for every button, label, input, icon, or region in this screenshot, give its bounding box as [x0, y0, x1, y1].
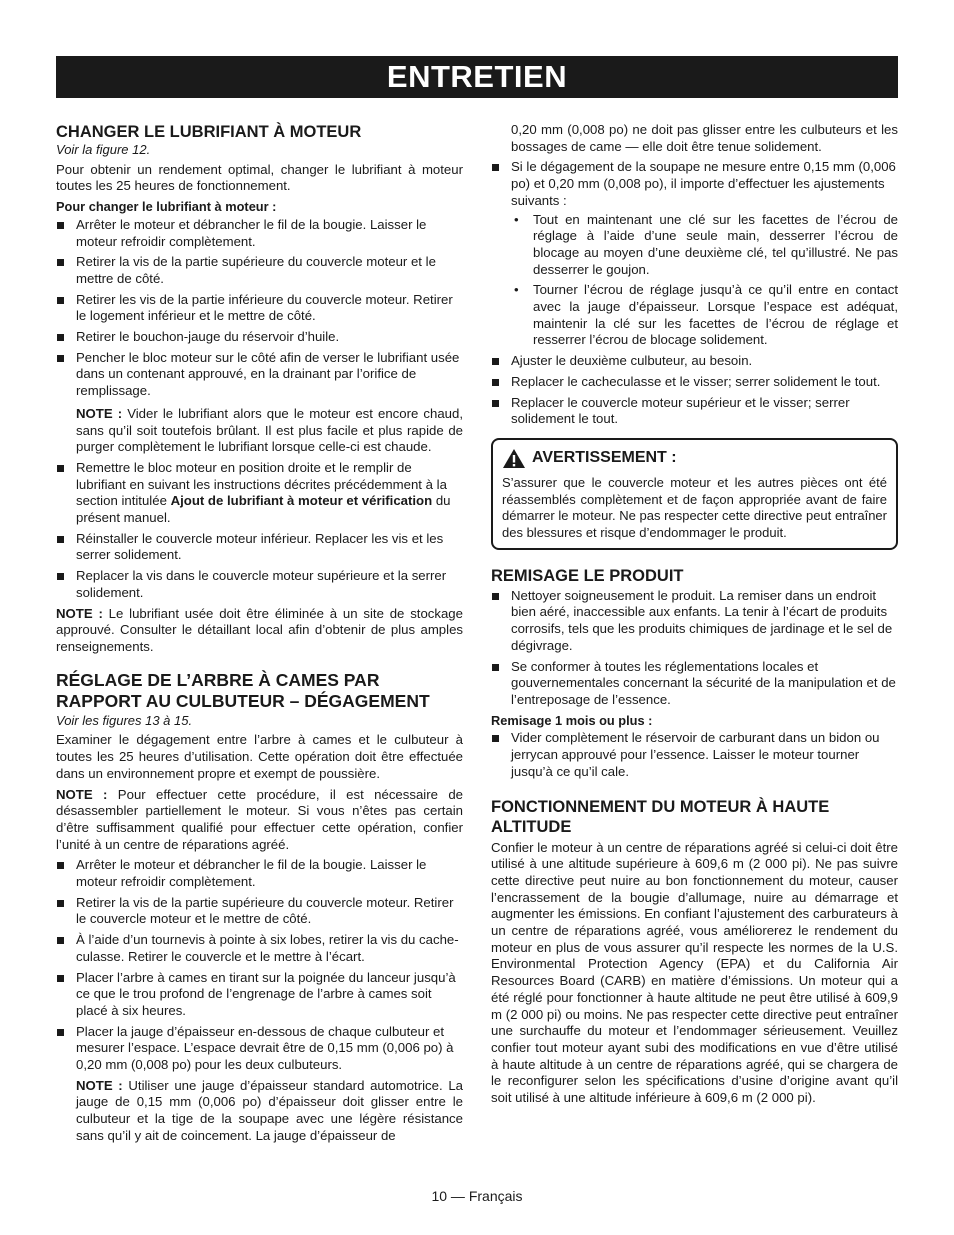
note-label: NOTE :	[76, 405, 123, 421]
figure-reference: Voir la figure 12.	[56, 142, 151, 157]
figure-reference: Voir les figures 13 à 15.	[56, 712, 193, 728]
note-text: Pour effectuer cette procédure, il est nécessaire de désassembler partiellement le moteur. Si vous n’êtes pas certain d’être suffisamment qualifié pour effectuer cette opération, confier l’unité à un centre de réparations agréé.	[56, 786, 463, 852]
sub-list-item: • Tout en maintenant une clé sur les facettes de l’écrou de réglage à l’aide d’une seule main, desserrer l’écrou de blocage au moyen d’une deuxième clé, tel qu’illustré. Ne pas desserrer le goujon.	[511, 212, 898, 279]
left-column	[56, 122, 463, 1149]
gauge-note-continued: 0,20 mm (0,008 po) ne doit pas glisser entre les culbuteurs et les bossages de came — elle doit être tenue solidement.	[511, 122, 898, 154]
list-item	[491, 159, 898, 349]
page-banner: ENTRETIEN	[56, 56, 898, 98]
section-heading-oil-change: CHANGER LE LUBRIFIANT À MOTEUR	[56, 123, 362, 141]
oil-change-steps	[56, 217, 463, 602]
list-item: Vider complètement le réservoir de carburant dans un bidon ou jerrycan approuvé pour l’essence. Laisser le moteur tourner jusqu’à ce qu’il cale.	[491, 730, 898, 780]
list-item: Placer l’arbre à cames en tirant sur la poignée du lanceur jusqu’à ce que le trou profond de l’engrenage de l’arbre à cames soit placé à six heures.	[56, 970, 463, 1020]
list-item: Retirer le bouchon-jauge du réservoir d’huile.	[56, 329, 463, 346]
gauge-note	[76, 1078, 463, 1145]
section-heading-storage: REMISAGE LE PRODUIT	[491, 566, 684, 585]
list-item: Replacer la vis dans le couvercle moteur supérieure et la serrer solidement.	[56, 568, 463, 601]
list-item	[56, 350, 463, 456]
oil-note	[76, 406, 463, 456]
storage-month-lead: Remisage 1 mois ou plus :	[491, 712, 653, 728]
warning-title	[502, 448, 887, 469]
warning-title-text: AVERTISSEMENT :	[532, 449, 677, 467]
sub-list-item: • Tourner l’écrou de réglage jusqu’à ce qu’il entre en contact avec la jauge d’épaisseur. Lorsque l’espace est adéquat, maintenir la clé sur les facettes de l’écrou de réglage et resserrer l’écrou de blocage solidement.	[511, 282, 898, 349]
section-heading-valve-clearance: RÉGLAGE DE L’ARBRE À CAMES PAR RAPPORT AU CULBUTEUR – DÉGAGEMENT	[56, 669, 430, 712]
list-item: Arrêter le moteur et débrancher le fil de la bougie. Laisser le moteur refroidir complètement.	[56, 217, 463, 250]
note-label: NOTE :	[56, 786, 108, 802]
right-column	[491, 122, 898, 1111]
list-item: Arrêter le moteur et débrancher le fil de la bougie. Laisser le moteur refroidir complètement.	[56, 857, 463, 890]
list-item: Réinstaller le couvercle moteur inférieur. Replacer les vis et les serrer solidement.	[56, 531, 463, 564]
valve-note	[56, 787, 463, 854]
list-item: Retirer la vis de la partie supérieure du couvercle moteur. Retirer le couvercle moteur et le mettre de côté.	[56, 895, 463, 928]
note-label: NOTE :	[56, 605, 103, 621]
note-text: Utiliser une jauge d’épaisseur standard automotrice. La jauge de 0,15 mm (0,006 po) d’épaisseur doit glisser entre le culbuteur et la tige de la soupape avec une légère résistance sans qu’il y ait de coincement. La jauge d’épaisseur de	[76, 1077, 463, 1143]
oil-change-lead: Pour changer le lubrifiant à moteur :	[56, 199, 277, 215]
list-item: Se conformer à toutes les réglementations locales et gouvernementales concernant la sécurité de la manipulation et de l’entreposage de l’essence.	[491, 659, 898, 709]
section-heading-high-altitude: FONCTIONNEMENT DU MOTEUR À HAUTE ALTITUDE	[491, 797, 830, 836]
oil-disposal-note	[56, 606, 463, 656]
storage-month-steps	[491, 730, 898, 780]
list-item-text: Placer la jauge d’épaisseur en-dessous de chaque culbuteur et mesurer l’espace. L’espace devrait être de 0,15 mm (0,006 po) à 0,20 mm (0,008 po) pour les deux culbuteurs.	[76, 1023, 454, 1073]
valve-steps	[56, 857, 463, 1144]
list-item: Nettoyer soigneusement le produit. La remiser dans un endroit bien aéré, inaccessible aux enfants. La tenir à l’écart de produits corrosifs, tels que les produits chimiques de jardinage et le sel de dégivrage.	[491, 588, 898, 655]
high-altitude-text: Confier le moteur à un centre de réparations agréé si celui-ci doit être utilisé à une altitude supérieure à 609,6 m (2 000 pi). Ne pas suivre cette directive peut nuire au bon fonctionnement du moteur, causer l’encrassement de la bougie d’allumage, nuire au démarrage et augmenter les émissions. En confiant l’ajustement des carburateurs à un centre de réparations agréé, vous améliorerez le rendement du moteur en plus de vous assurer qu’il respecte les normes de la U.S. Environmental Protection Agency (EPA) et du California Air Resources Board (CARB) en matière d’émissions. Un moteur qui a été réglé pour fonctionner à haute altitude ne peut être utilisé à 609,9 m (2 000 pi) ou moins. Ne pas respecter cette directive peut entraîner une surchauffe du moteur et l’endommager sérieusement. Veuillez confier tout moteur ayant subi des modifications en vue d’être utilisé à haute altitude à un centre de réparations agréé, qui se chargera de le reconfigurer selon les spécifications d’usine d’origine avant qu’il soit utilisé à une altitude inférieure à 609,6 m (2 000 pi).	[491, 839, 898, 1106]
list-item-text: Pencher le bloc moteur sur le côté afin de verser le lubrifiant usée dans un contenant approuvé, en la drainant par l’orifice de remplissage.	[76, 349, 460, 399]
list-item: Replacer le couvercle moteur supérieur et le visser; serrer solidement le tout.	[491, 395, 898, 428]
list-item-bold: Ajout de lubrifiant à moteur et vérification	[170, 493, 433, 509]
list-item: Retirer la vis de la partie supérieure du couvercle moteur et le mettre de côté.	[56, 254, 463, 287]
list-item: Replacer le cacheculasse et le visser; serrer solidement le tout.	[491, 374, 898, 391]
list-item-text: du présent manuel.	[76, 493, 451, 526]
list-item-text: Si le dégagement de la soupape ne mesure entre 0,15 mm (0,006 po) et 0,20 mm (0,008 po), il importe d’effectuer les ajustements suivants :	[511, 159, 896, 208]
list-item	[56, 460, 463, 527]
list-item: Retirer les vis de la partie inférieure du couvercle moteur. Retirer le logement inférieur et le mettre de côté.	[56, 292, 463, 325]
list-item: À l’aide d’un tournevis à pointe à six lobes, retirer la vis du cache-culasse. Retirer le couvercle et le mettre à l’écart.	[56, 932, 463, 965]
valve-intro: Examiner le dégagement entre l’arbre à cames et le culbuteur à toutes les 25 heures d’utilisation. Cette opération doit être effectuée dans un environnement propre et exempt de poussière.	[56, 732, 463, 781]
note-text: Le lubrifiant usée doit être éliminée à un site de stockage approuvé. Consulter le détaillant local afin d’obtenir de plus amples renseignements.	[56, 605, 463, 654]
adjustment-substeps	[511, 212, 898, 350]
storage-steps	[491, 588, 898, 709]
oil-change-intro: Pour obtenir un rendement optimal, changer le lubrifiant à moteur toutes les 25 heures de fonctionnement.	[56, 161, 463, 194]
list-item: Ajuster le deuxième culbuteur, au besoin.	[491, 353, 898, 370]
list-item-text: Remettre le bloc moteur en position droite et le remplir de lubrifiant en suivant les instructions décrites précédemment à la section intitulée	[76, 459, 447, 509]
page-footer: 10 — Français	[431, 1188, 523, 1204]
list-item	[56, 1024, 463, 1145]
warning-text: S’assurer que le couvercle moteur et les autres pièces ont été réassemblés complètement et de façon appropriée avant de faire démarrer le moteur. Ne pas respecter cette directive peut entraîner des blessures et risque d’endommager le produit.	[502, 474, 887, 541]
warning-triangle-icon	[502, 448, 526, 469]
note-label: NOTE :	[76, 1077, 123, 1093]
warning-box	[491, 438, 898, 550]
clearance-steps	[491, 159, 898, 428]
note-text: Vider le lubrifiant alors que le moteur est encore chaud, sans qu’il soit toutefois brûlant. Il est plus facile et plus rapide de purger complètement le lubrifiant lorsque celle-ci est chaude.	[76, 405, 463, 455]
